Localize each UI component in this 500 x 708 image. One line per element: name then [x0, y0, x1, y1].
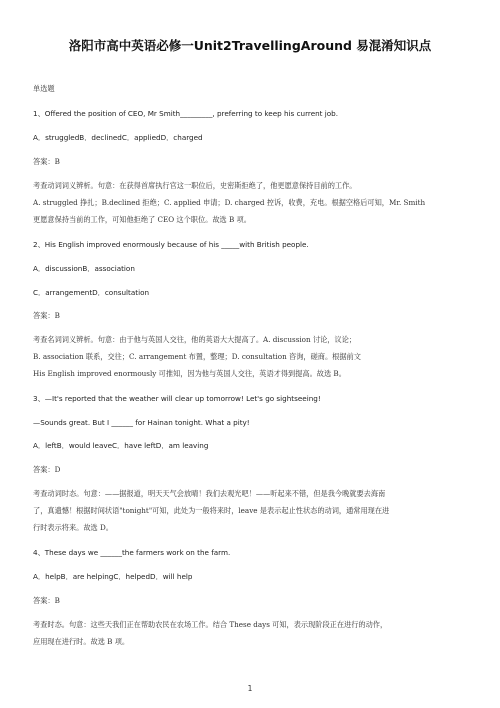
question-3-explanation-line-1: 考查动词时态。句意：——据报道，明天天气会放晴！我们去观光吧！——听起来不错，但是我今晚就要去海南: [33, 489, 386, 498]
section-heading: 单选题: [33, 84, 55, 93]
question-2-explanation-line-3: His English improved enormously 可推知，因为他与英国人交往，英语才得到提高。故选 B。: [33, 369, 346, 378]
question-3-stem-line-2: —Sounds great. But I ______ for Hainan tonight. What a pity!: [33, 418, 250, 427]
question-4-explanation-line-2: 应用现在进行时。故选 B 项。: [33, 637, 130, 646]
question-3-explanation-line-2: 了，真遗憾！根据时间状语"tonight"可知，此处为一般将来时，leave 是表示起止性状态的动词，通常用现在进: [33, 506, 390, 515]
question-1-explanation-line-1: 考查动词词义辨析。句意：在获得首席执行官这一职位后，史密斯拒绝了，他更愿意保持目前的工作。: [33, 181, 357, 190]
question-2-options-line-2: C．arrangementD．consultation: [33, 288, 150, 297]
question-2-stem: 2、His English improved enormously because of his _____with British people.: [33, 240, 309, 249]
question-4-explanation-line-1: 考查时态。句意：这些天我们正在帮助农民在农场工作。结合 These days 可知，表示现阶段正在进行的动作，: [33, 620, 388, 629]
question-3-explanation-line-3: 行时表示将来。故选 D。: [33, 523, 113, 532]
question-2-options-line-1: A．discussionB．association: [33, 264, 135, 273]
question-4-options: A．helpB．are helpingC．helpedD．will help: [33, 572, 193, 581]
question-1-answer: 答案：B: [33, 157, 60, 166]
question-2-answer: 答案：B: [33, 311, 60, 320]
question-1-explanation-line-2: A. struggled 挣扎；B.declined 拒绝；C. applied 申请；D. charged 控诉，收费，充电。根据空格后可知，Mr. Smith: [33, 198, 426, 207]
document-title: 洛阳市高中英语必修一Unit2TravellingAround 易混淆知识点: [68, 38, 432, 53]
question-3-answer: 答案：D: [33, 465, 61, 474]
question-2-explanation-line-1: 考查名词词义辨析。句意：由于他与英国人交往，他的英语大大提高了。A. discussion 讨论，议论；: [33, 335, 357, 344]
question-3-stem-line-1: 3、—It's reported that the weather will clear up tomorrow! Let's go sightseeing!: [33, 394, 321, 403]
page-number: 1: [247, 684, 253, 693]
question-1-options: A．struggledB．declinedC．appliedD．charged: [33, 133, 203, 142]
question-1-explanation-line-3: 更愿意保持当前的工作，可知他拒绝了 CEO 这个职位。故选 B 项。: [33, 215, 251, 224]
question-2-explanation-line-2: B. association 联系，交往；C. arrangement 布置，整理；D. consultation 咨询，磋商。根据前文: [33, 352, 361, 361]
question-3-options: A．leftB．would leaveC．have leftD．am leaving: [33, 441, 209, 450]
question-4-stem: 4、These days we ______the farmers work on the farm.: [33, 548, 231, 557]
question-4-answer: 答案：B: [33, 596, 60, 605]
question-1-stem: 1、Offered the position of CEO, Mr Smith_________, preferring to keep his current job.: [33, 109, 339, 118]
